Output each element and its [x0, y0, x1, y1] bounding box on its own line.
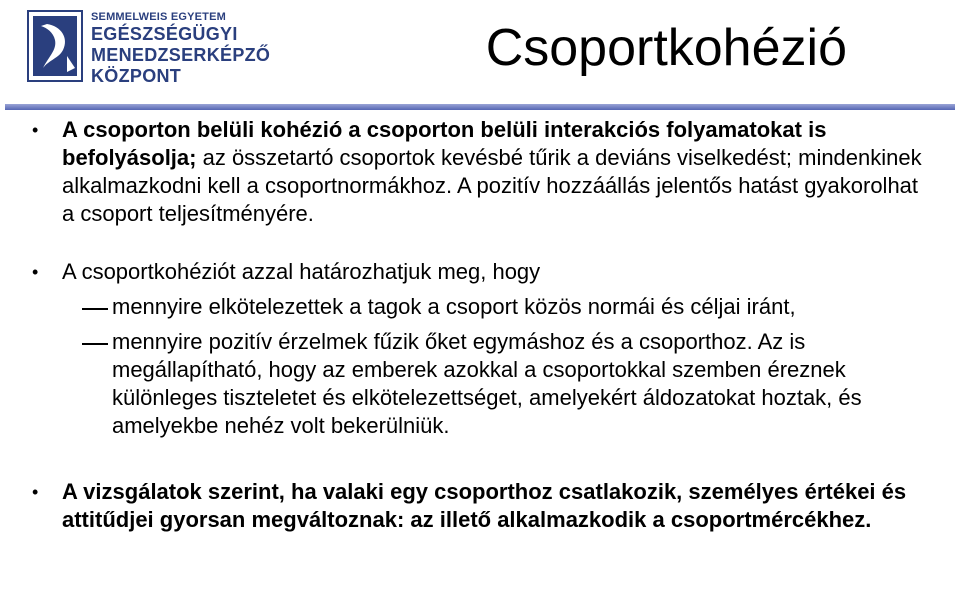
dash-icon	[32, 328, 112, 440]
bullet-item	[32, 116, 932, 228]
sub-item-text: mennyire elkötelezettek a tagok a csoport közös normái és céljai iránt,	[112, 294, 796, 319]
bullet-bold-text: A vizsgálatok szerint, ha valaki egy csoporthoz csatlakozik, személyes értékei és attitűdjei gyorsan megváltoznak: az illető alkalmazkodik a csoportmércékhez.	[62, 479, 907, 532]
bullet-item	[32, 258, 932, 286]
bullet-icon: •	[32, 120, 39, 140]
bullet-icon: •	[32, 482, 39, 502]
university-logo-icon	[27, 10, 83, 82]
institution-logo	[27, 10, 270, 87]
bullet-icon: •	[32, 262, 39, 282]
title-divider	[5, 104, 955, 110]
bullet-item	[32, 478, 932, 534]
logo-line-2: EGÉSZSÉGÜGYI	[91, 24, 238, 44]
bullet-regular-text: az összetartó csoportok kevésbé tűrik a deviáns viselkedést; mindenkinek alkalmazkodni kell a csoportnormákhoz. A pozitív hozzáállás jelentős hatást gyakorolhat a csoport teljesítményére.	[62, 145, 922, 226]
bullet-text	[62, 116, 932, 228]
dash-icon	[32, 293, 112, 321]
bullet-text: A csoportkohéziót azzal határozhatjuk meg, hogy	[62, 259, 541, 284]
logo-text	[91, 10, 270, 87]
sub-item	[32, 328, 932, 440]
slide-title: Csoportkohézió	[485, 19, 847, 77]
logo-line-3: MENEDZSERKÉPZŐ	[91, 45, 271, 65]
slide-content	[32, 116, 932, 534]
bullet-bold-text: A csoporton belüli kohézió a csoporton belüli interakciós folyamatokat is befolyásolja;	[62, 117, 827, 170]
logo-university-name: SEMMELWEIS EGYETEM	[91, 11, 227, 23]
sub-item-text: mennyire pozitív érzelmek fűzik őket egymáshoz és a csoporthoz. Az is megállapítható, hogy az emberek azokkal a csoportokkal szemben éreznek különleges tiszteletet és elkötelezettséget, amelyekért áldozatokat hoztak, és amelyekbe nehéz volt bekerülniük.	[112, 329, 862, 438]
logo-line-4: KÖZPONT	[91, 66, 182, 86]
sub-item	[32, 293, 932, 321]
